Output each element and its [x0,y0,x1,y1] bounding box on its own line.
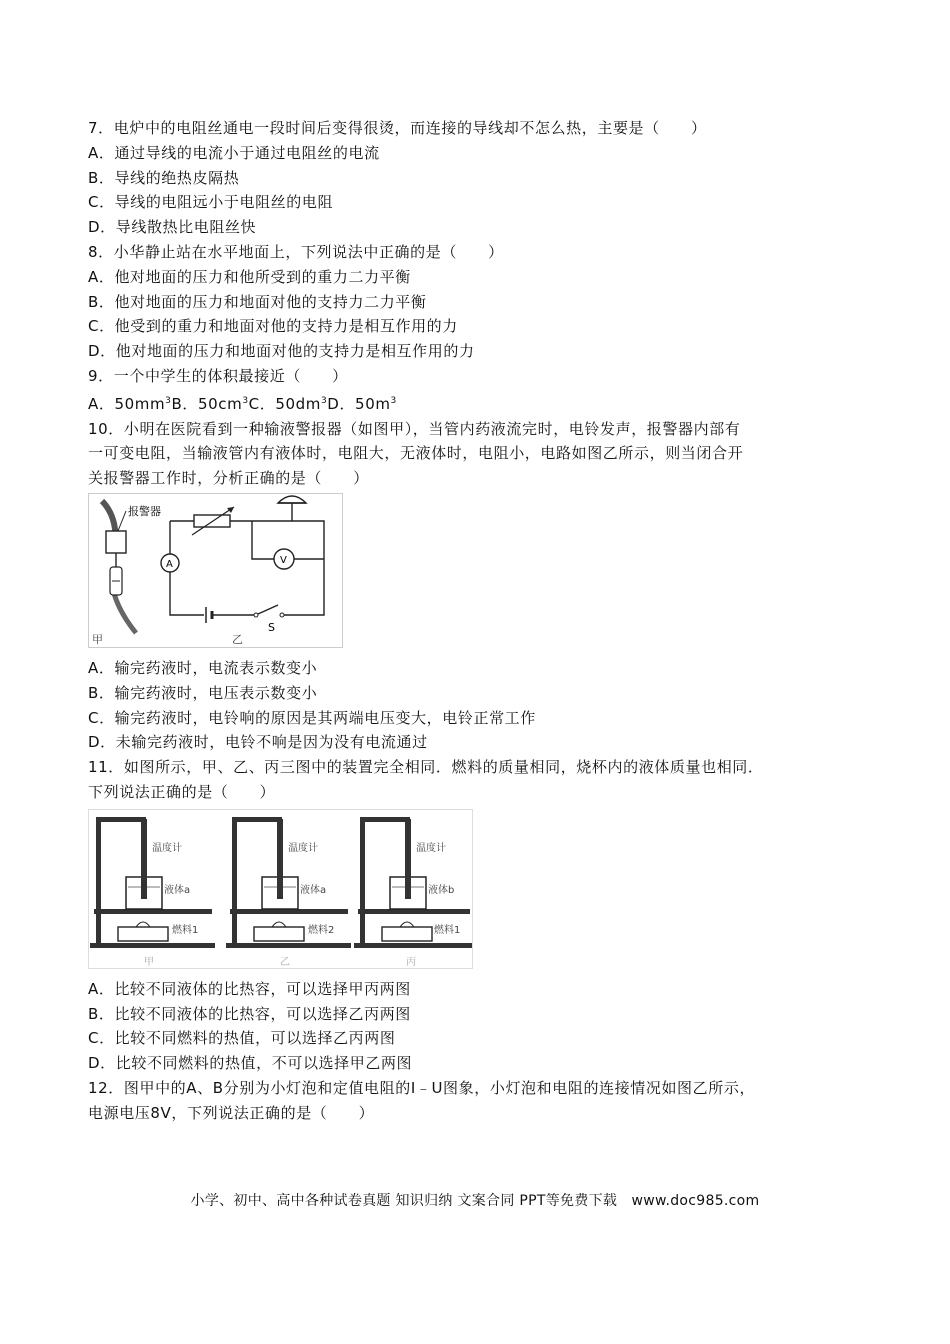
voltmeter-label: V [280,554,287,566]
q9-option-c: C．50dm [248,394,321,413]
bing-thermometer-label: 温度计 [416,842,446,854]
q9-cube-c: 3 [320,395,328,406]
q8-option-b: B．他对地面的压力和地面对他的支持力二力平衡 [88,292,427,311]
q11-option-a: A．比较不同液体的比热容，可以选择甲丙两图 [88,979,411,998]
exam-page [88,116,878,1126]
jia-liquid-label: 液体a [164,884,191,896]
label-jia: 甲 [144,956,154,968]
q11-stem-line1: 11．如图所示，甲、乙、丙三图中的装置完全相同．燃料的质量相同，烧杯内的液体质量也相同． [88,758,764,777]
q11-option-c: C．比较不同燃料的热值，可以选择乙丙两图 [88,1029,396,1048]
q8-option-a: A．他对地面的压力和他所受到的重力二力平衡 [88,267,411,286]
q7-option-b: B．导线的绝热皮隔热 [88,168,240,187]
q9-cube-d: 3 [390,395,397,406]
q10-stem-line1: 10．小明在医院看到一种输液警报器（如图甲），当管内药液流完时，电铃发声，报警器内部有 [88,419,741,438]
q12-stem-line1: 12．图甲中的A、B分别为小灯泡和定值电阻的I﹣U图象，小灯泡和电阻的连接情况如图乙所示， [88,1078,756,1097]
q10-figure-infusion-alarm [88,493,343,648]
q11-option-b: B．比较不同液体的比热容，可以选择乙丙两图 [88,1004,411,1023]
q9-cube-b: 3 [242,395,249,406]
q10-option-d: D．未输完药液时，电铃不响是因为没有电流通过 [88,733,428,752]
q10-option-a: A．输完药液时，电流表示数变小 [88,658,318,677]
q10-stem-line3: 关报警器工作时，分析正确的是（ ） [88,469,369,488]
yi-liquid-label: 液体a [300,884,327,896]
yi-fuel-label: 燃料2 [308,924,335,936]
jia-thermometer-label: 温度计 [152,842,182,854]
label-bing: 丙 [406,956,416,968]
q9-option-a: A．50mm [88,394,166,413]
jia-fuel-label: 燃料1 [172,924,199,936]
q7-option-c: C．导线的电阻远小于电阻丝的电阻 [88,193,334,212]
q10-option-b: B．输完药液时，电压表示数变小 [88,683,318,702]
page-footer: 小学、初中、高中各种试卷真题 知识归纳 文案合同 PPT等免费下载 www.doc985.com [190,1193,760,1209]
q11-option-d: D．比较不同燃料的热值，不可以选择甲乙两图 [88,1054,413,1073]
label-yi: 乙 [280,956,290,968]
q10-option-c: C．输完药液时，电铃响的原因是其两端电压变大，电铃正常工作 [88,708,536,727]
q7-option-d: D．导线散热比电阻丝快 [88,218,257,237]
q9-option-d: D．50m [327,394,391,413]
q9-stem: 9．一个中学生的体积最接近（ ） [88,366,348,385]
q8-stem: 8．小华静止站在水平地面上，下列说法中正确的是（ ） [88,242,504,261]
bing-fuel-label: 燃料1 [434,924,461,936]
q10-stem-line2: 一可变电阻，当输液管内有液体时，电阻大，无液体时，电阻小，电路如图乙所示，则当闭合开 [88,444,744,463]
fig-label-yi: 乙 [232,632,243,646]
q11-stem-line2: 下列说法正确的是（ ） [88,782,276,801]
q12-stem-line2: 电源电压8V，下列说法正确的是（ ） [88,1103,375,1122]
q7-option-a: A．通过导线的电流小于通过电阻丝的电流 [88,143,380,162]
q11-figure-heating-apparatus [88,809,473,969]
ammeter-label: A [166,558,173,570]
q9-option-b: B．50cm [171,394,243,413]
fig-label-jia: 甲 [92,632,103,646]
q8-option-c: C．他受到的重力和地面对他的支持力是相互作用的力 [88,317,458,336]
q9-cube-a: 3 [165,395,172,406]
q9-options [88,389,878,417]
yi-thermometer-label: 温度计 [288,842,318,854]
q8-option-d: D．他对地面的压力和地面对他的支持力是相互作用的力 [88,342,475,361]
q7-stem: 7．电炉中的电阻丝通电一段时间后变得很烫，而连接的导线却不怎么热，主要是（ ） [88,119,707,137]
bing-liquid-label: 液体b [428,884,455,896]
alarm-label: 报警器 [128,504,161,518]
switch-label: S [268,620,275,634]
